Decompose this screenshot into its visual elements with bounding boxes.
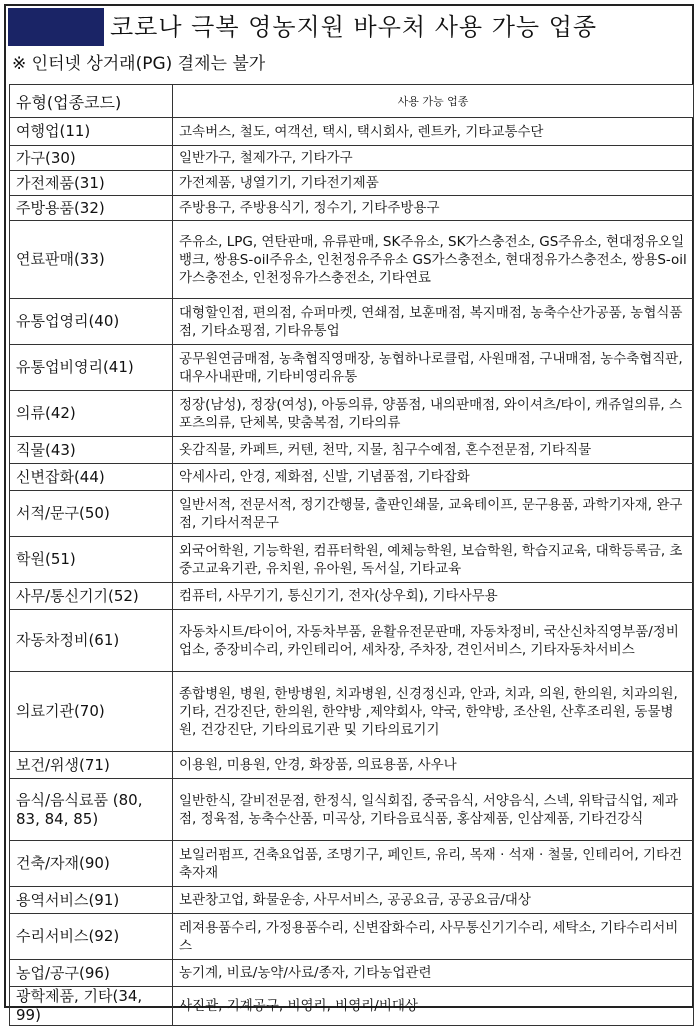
row-type: 학원(51) bbox=[10, 537, 173, 583]
table-row bbox=[10, 345, 694, 391]
row-type: 신변잡화(44) bbox=[10, 464, 173, 491]
table-row bbox=[10, 672, 694, 752]
row-items: 컴퓨터, 사무기기, 통신기기, 전자(상우회), 기타사무용 bbox=[173, 583, 694, 610]
row-items: 일반서적, 전문서적, 정기간행물, 출판인쇄물, 교육테이프, 문구용품, 과학기자재, 완구점, 기타서적문구 bbox=[173, 491, 694, 537]
row-type: 의료기관(70) bbox=[10, 672, 173, 752]
row-items: 종합병원, 병원, 한방병원, 치과병원, 신경정신과, 안과, 치과, 의원, 한의원, 치과의원, 기타, 건강진단, 한의원, 한약방 ,제약회사, 약국, 한약방, 조산원, 산후조리원, 동물병원, 건강진단, 기타의료기관 및 기타의료기기 bbox=[173, 672, 694, 752]
table-row bbox=[10, 146, 694, 171]
table-row bbox=[10, 491, 694, 537]
row-items: 자동차시트/타이어, 자동차부품, 윤활유전문판매, 자동차정비, 국산신차직영부품/정비업소, 중장비수리, 카인테리어, 세차장, 주차장, 견인서비스, 기타자동차서비스 bbox=[173, 610, 694, 672]
row-items: 주유소, LPG, 연탄판매, 유류판매, SK주유소, SK가스충전소, GS주유소, 현대정유오일뱅크, 쌍용S-oil주유소, 인천정유주유소 GS가스충전소, 현대정유가스충전소, 쌍용S-oil가스충전소, 인천정유가스충전소, 기타연료 bbox=[173, 221, 694, 299]
row-items: 가전제품, 냉열기기, 기타전기제품 bbox=[173, 171, 694, 196]
row-type: 주방용품(32) bbox=[10, 196, 173, 221]
row-type: 자동차정비(61) bbox=[10, 610, 173, 672]
title-header bbox=[6, 6, 692, 48]
row-items: 공무원연금매점, 농축협직영매장, 농협하나로클럽, 사원매점, 구내매점, 농수축협직판, 대우사내판매, 기타비영리유통 bbox=[173, 345, 694, 391]
row-items: 이용원, 미용원, 안경, 화장품, 의료용품, 사우나 bbox=[173, 752, 694, 779]
table-row bbox=[10, 171, 694, 196]
row-items: 정장(남성), 정장(여성), 아동의류, 양품점, 내의판매점, 와이셔츠/타이, 캐쥬얼의류, 스포츠의류, 단체복, 맞춤복점, 기타의류 bbox=[173, 391, 694, 437]
row-type: 유통업비영리(41) bbox=[10, 345, 173, 391]
row-type: 보건/위생(71) bbox=[10, 752, 173, 779]
row-items: 옷감직물, 카페트, 커텐, 천막, 지물, 침구수예점, 혼수전문점, 기타직물 bbox=[173, 437, 694, 464]
table-row bbox=[10, 987, 694, 1026]
table-row bbox=[10, 914, 694, 960]
row-type: 직물(43) bbox=[10, 437, 173, 464]
row-type: 의류(42) bbox=[10, 391, 173, 437]
table-row bbox=[10, 391, 694, 437]
table-row bbox=[10, 464, 694, 491]
table-row bbox=[10, 583, 694, 610]
header-type: 유형(업종코드) bbox=[10, 85, 173, 118]
row-type: 음식/음식료품 (80, 83, 84, 85) bbox=[10, 779, 173, 841]
table-row bbox=[10, 437, 694, 464]
table-row bbox=[10, 960, 694, 987]
row-type: 사무/통신기기(52) bbox=[10, 583, 173, 610]
table-row bbox=[10, 841, 694, 887]
row-items: 외국어학원, 기능학원, 컴퓨터학원, 예체능학원, 보습학원, 학습지교육, 대학등록금, 초중고교육기관, 유치원, 유아원, 독서실, 기타교육 bbox=[173, 537, 694, 583]
row-items: 악세사리, 안경, 제화점, 신발, 기념품점, 기타잡화 bbox=[173, 464, 694, 491]
row-items: 대형할인점, 편의점, 슈퍼마켓, 연쇄점, 보훈매점, 복지매점, 농축수산가공품, 농협식품점, 기타쇼핑점, 기타유통업 bbox=[173, 299, 694, 345]
header-items: 사용 가능 업종 bbox=[173, 85, 694, 118]
table-row bbox=[10, 752, 694, 779]
row-type: 수리서비스(92) bbox=[10, 914, 173, 960]
row-type: 유통업영리(40) bbox=[10, 299, 173, 345]
page-title: 코로나 극복 영농지원 바우처 사용 가능 업종 bbox=[110, 13, 598, 41]
row-items: 보관창고업, 화물운송, 사무서비스, 공공요금, 공공요금/대상 bbox=[173, 887, 694, 914]
row-items: 일반가구, 철제가구, 기타가구 bbox=[173, 146, 694, 171]
row-type: 용역서비스(91) bbox=[10, 887, 173, 914]
row-items: 레져용품수리, 가정용품수리, 신변잡화수리, 사무통신기기수리, 세탁소, 기타수리서비스 bbox=[173, 914, 694, 960]
row-type: 연료판매(33) bbox=[10, 221, 173, 299]
business-type-table bbox=[9, 84, 694, 1026]
row-type: 가전제품(31) bbox=[10, 171, 173, 196]
table-header-row bbox=[10, 85, 694, 118]
table-row bbox=[10, 779, 694, 841]
table-row bbox=[10, 537, 694, 583]
row-type: 서적/문구(50) bbox=[10, 491, 173, 537]
row-items: 고속버스, 철도, 여객선, 택시, 택시회사, 렌트카, 기타교통수단 bbox=[173, 118, 694, 146]
document-frame bbox=[4, 4, 694, 1024]
row-items: 일반한식, 갈비전문점, 한정식, 일식회집, 중국음식, 서양음식, 스넥, 위탁급식업, 제과점, 정육점, 농축수산품, 미곡상, 기타음료식품, 홍삼제품, 인삼제품, 기타건강식 bbox=[173, 779, 694, 841]
table-row bbox=[10, 610, 694, 672]
row-type: 건축/자재(90) bbox=[10, 841, 173, 887]
title-accent-block bbox=[8, 8, 104, 46]
table-row bbox=[10, 221, 694, 299]
row-items: 사진관, 기계공구, 비영리, 비영리/비대상 bbox=[173, 987, 694, 1026]
table-row bbox=[10, 118, 694, 146]
table-row bbox=[10, 887, 694, 914]
row-type: 가구(30) bbox=[10, 146, 173, 171]
table-row bbox=[10, 299, 694, 345]
row-items: 농기계, 비료/농약/사료/종자, 기타농업관련 bbox=[173, 960, 694, 987]
row-type: 광학제품, 기타(34, 99) bbox=[10, 987, 173, 1026]
table-row bbox=[10, 196, 694, 221]
row-items: 보일러펌프, 건축요업품, 조명기구, 페인트, 유리, 목재 · 석재 · 철물, 인테리어, 기타건축자재 bbox=[173, 841, 694, 887]
row-type: 여행업(11) bbox=[10, 118, 173, 146]
payment-note: ※ 인터넷 상거래(PG) 결제는 불가 bbox=[12, 54, 266, 74]
row-items: 주방용구, 주방용식기, 정수기, 기타주방용구 bbox=[173, 196, 694, 221]
row-type: 농업/공구(96) bbox=[10, 960, 173, 987]
